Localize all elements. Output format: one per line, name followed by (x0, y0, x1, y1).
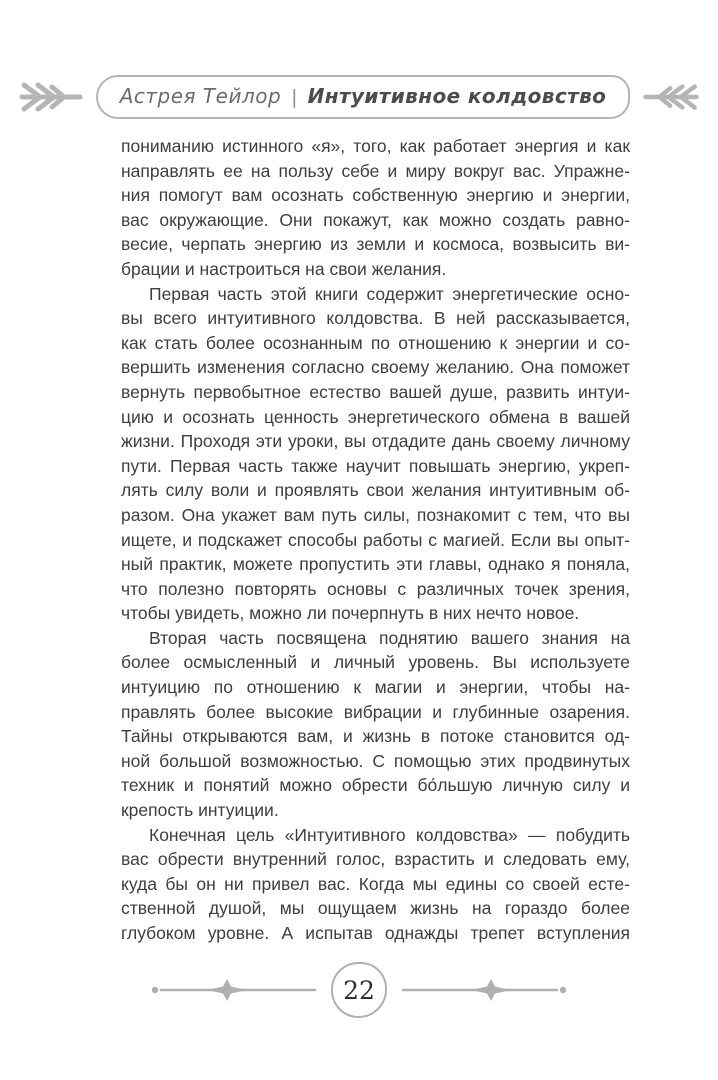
text-line: вас окружающие. Они покажут, как можно создать равно- (121, 209, 630, 230)
running-head-box (96, 75, 631, 119)
paragraph (121, 823, 630, 946)
text-line: чтобы увидеть, можно ли почерпнуть в них нечто новое. (121, 603, 580, 624)
page-number-circle (331, 962, 387, 1018)
text-line: вас обрести внутренний голос, взрастить и следовать ему, (121, 849, 630, 870)
text-line: разом. Она укажет вам путь силы, познакомит с тем, что вы (121, 504, 630, 525)
page-number: 22 (343, 975, 375, 1005)
running-head (0, 72, 718, 122)
text-line: лять силу воли и проявлять свои желания интуитивным об- (121, 480, 630, 501)
text-line: вершить изменения согласно своему желанию. Она поможет (121, 357, 630, 378)
text-line: Тайны открываются вам, и жизнь в потоке становится од- (121, 726, 630, 747)
paragraph (121, 282, 630, 626)
paragraph (121, 626, 630, 823)
footer-flourish-right-icon (399, 975, 569, 1005)
text-line: Вторая часть посвящена поднятию вашего знания на (149, 627, 630, 648)
page-footer (0, 960, 718, 1020)
text-line: что полезно повторять основы с различных точек зрения, (121, 578, 630, 599)
text-line: глубоком уровне. А испытав однажды трепет вступления (121, 923, 630, 943)
text-line: цию и осознать ценность энергетического обмена в вашей (121, 406, 630, 427)
herringbone-arrow-right-icon (18, 77, 84, 117)
text-line: пути. Первая часть также научит повышать энергию, укреп- (121, 455, 630, 476)
text-line: вернуть первобытное естество вашей душе, развить интуи- (121, 381, 630, 402)
text-line: весие, черпать энергию из земли и космоса, возвысить ви- (121, 234, 630, 255)
text-line: техник и понятий можно обрести бо́льшую личную силу и (121, 775, 630, 796)
text-line: куда бы он ни привел вас. Когда мы едины со своей есте- (121, 873, 630, 894)
text-line: более осмысленный и личный уровень. Вы используете (121, 652, 630, 673)
text-line: пониманию истинного «я», того, как работает энергия и как (121, 136, 630, 156)
herringbone-arrow-left-icon (642, 77, 700, 117)
paragraph (121, 134, 630, 282)
book-title: Интуитивное колдовство (307, 84, 607, 108)
text-line: ния помогут вам осознать собственную энергию и энергии, (121, 185, 630, 206)
text-line: брации и настроиться на свои желания. (121, 258, 447, 279)
text-line: ный практик, можете пропустить эти главы, однако я поняла, (121, 554, 630, 575)
text-line: правлять более высокие вибрации и глубинные озарения. (121, 701, 630, 722)
text-line: ственной душой, мы ощущаем жизнь на гораздо более (121, 898, 630, 919)
text-line: жизни. Проходя эти уроки, вы отдадите дань своему личному (121, 431, 630, 452)
footer-flourish-left-icon (149, 975, 319, 1005)
text-line: как стать более осознанным по отношению к энергии и со- (121, 332, 630, 353)
text-line: ищете, и подскажет способы работы с магией. Если вы опыт- (121, 529, 630, 550)
text-line: Первая часть этой книги содержит энергетические осно- (149, 283, 630, 304)
header-divider: | (291, 86, 298, 108)
text-line: вы всего интуитивного колдовства. В ней рассказывается, (121, 308, 630, 329)
text-line: направлять ее на пользу себе и миру вокруг вас. Упражне- (121, 160, 630, 181)
text-line: крепость интуиции. (121, 800, 279, 821)
author-name: Астрея Тейлор (119, 84, 282, 108)
body-text (121, 134, 630, 946)
text-line: Конечная цель «Интуитивного колдовства» — побудить (149, 824, 630, 845)
text-line: ной большой возможностью. С помощью этих продвинутых (121, 750, 630, 771)
text-line: интуицию по отношению к магии и энергии, чтобы на- (121, 677, 630, 698)
